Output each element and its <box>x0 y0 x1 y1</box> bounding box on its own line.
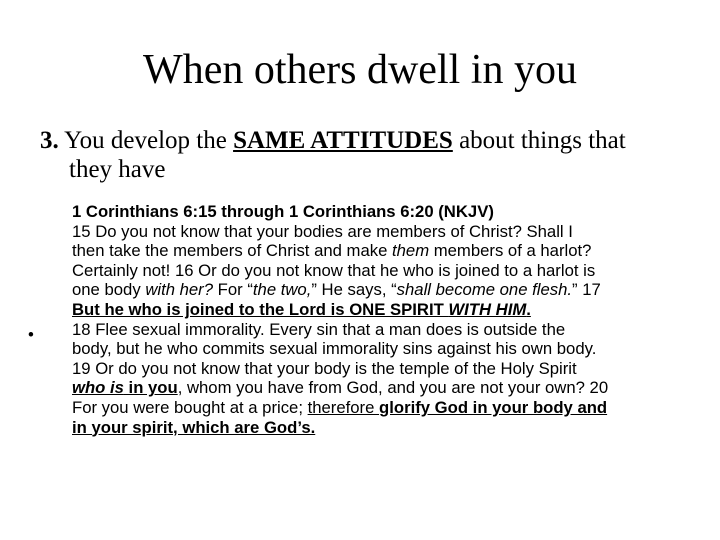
point-continuation: they have <box>69 156 166 183</box>
slide-title: When others dwell in you <box>143 47 577 93</box>
scripture-text: 18 Flee sexual immorality. Every sin that a man does is outside the <box>72 319 566 339</box>
bullet-line <box>72 339 717 359</box>
point-prefix: You develop the <box>58 127 234 154</box>
bullet-icon: • <box>28 325 34 344</box>
scripture-line <box>72 222 717 242</box>
scripture-text: body, but he who commits sexual immorality sins against his own body. <box>72 339 597 359</box>
point-3 <box>40 126 712 184</box>
point-emphasis: SAME ATTITUDES <box>233 127 453 154</box>
scripture-line <box>72 261 717 281</box>
scripture-text: 19 Or do you not know that your body is the temple of the Holy Spirit <box>72 358 577 378</box>
scripture-underlined: therefore <box>307 397 380 417</box>
scripture-italic: the two, <box>252 280 312 300</box>
bullet-line <box>72 378 717 398</box>
scripture-text: 15 Do you not know that your bodies are members of Christ? Shall I <box>72 221 573 241</box>
scripture-line-emphasis <box>72 300 717 320</box>
scripture-italic: shall become one flesh. <box>396 280 572 300</box>
scripture-text: For “ <box>213 280 253 300</box>
scripture-italic: who is <box>72 378 124 398</box>
scripture-text: ” 17 <box>572 280 601 300</box>
scripture-reference: 1 Corinthians 6:15 through 1 Corinthians 6:20 (NKJV) <box>72 202 494 221</box>
bullet-line <box>72 418 717 438</box>
bullet-line <box>72 359 717 379</box>
point-suffix: about things that <box>452 127 626 154</box>
scripture-passage <box>72 202 717 437</box>
scripture-text: Certainly not! 16 Or do you not know that he who is joined to a harlot is <box>72 260 596 280</box>
scripture-text: then take the members of Christ and make <box>72 241 392 261</box>
scripture-text: members of a harlot? <box>429 241 592 261</box>
scripture-text: . <box>526 299 531 319</box>
point-number: 3. <box>40 127 59 154</box>
scripture-italic: them <box>392 241 430 261</box>
scripture-line <box>72 280 717 300</box>
scripture-italic: WITH HIM <box>448 299 527 319</box>
scripture-text: ” He says, “ <box>311 280 397 300</box>
scripture-text: , whom you have from God, and you are not your own? 20 <box>177 378 609 398</box>
scripture-text: For you were bought at a price; <box>72 397 308 417</box>
scripture-text: one body <box>72 280 146 300</box>
scripture-underlined: in you <box>123 378 178 398</box>
bullet-line <box>72 320 717 340</box>
scripture-underlined: in your spirit, which are God’s. <box>72 417 316 437</box>
bullet-line <box>72 398 717 418</box>
scripture-italic: with her? <box>145 280 214 300</box>
scripture-underlined: glorify God in your body and <box>379 397 608 417</box>
scripture-underlined: But he who is joined to the Lord is ONE SPIRIT <box>72 299 449 319</box>
scripture-line <box>72 241 717 261</box>
